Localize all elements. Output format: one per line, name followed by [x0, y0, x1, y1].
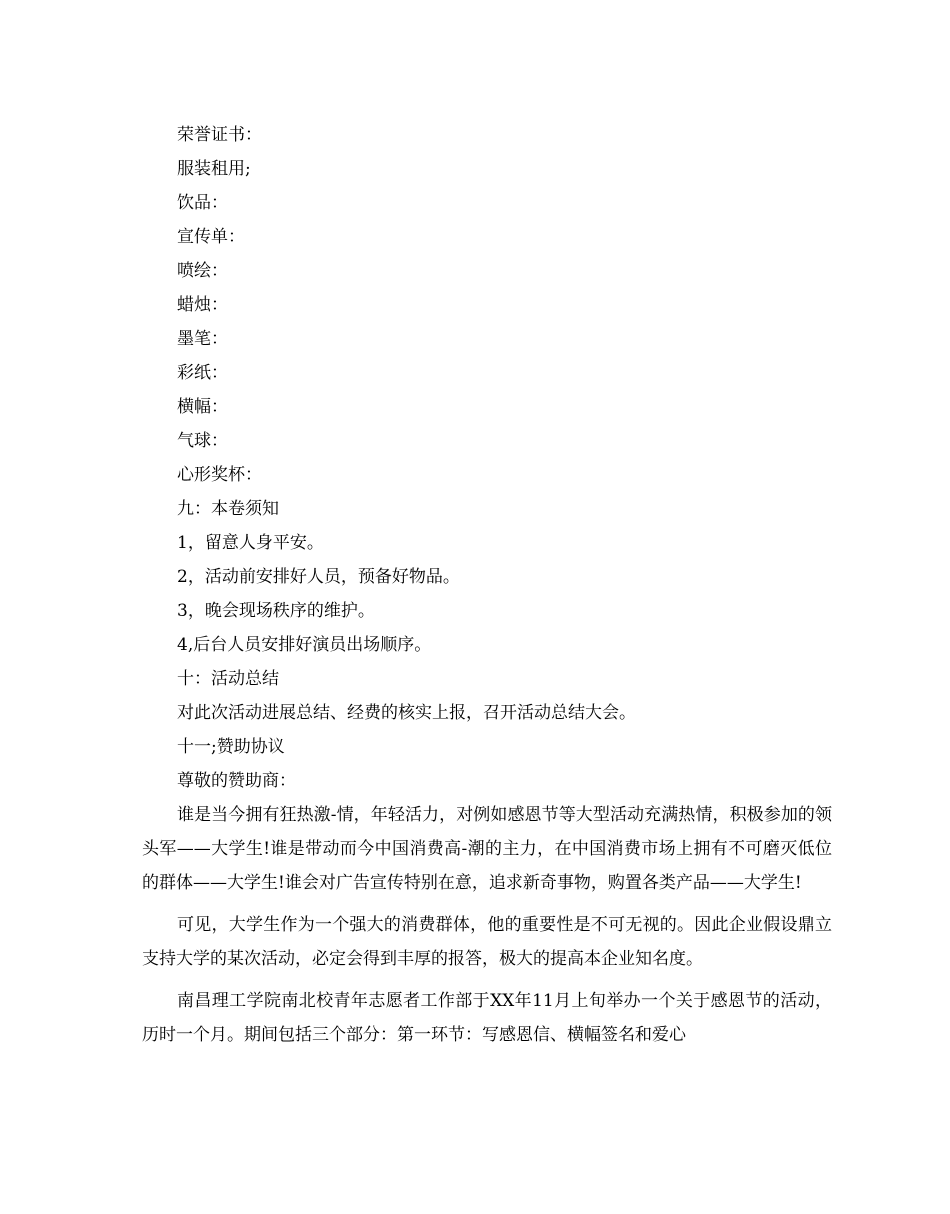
list-item: 墨笔：	[177, 329, 228, 349]
list-item: 横幅：	[177, 397, 228, 417]
list-item: 气球：	[177, 431, 228, 451]
list-item: 彩纸：	[177, 363, 228, 383]
list-item: 心形奖杯：	[177, 465, 262, 485]
body-paragraph: 谁是当今拥有狂热激-情，年轻活力，对例如感恩节等大型活动充满热情，积极参加的领头军——大学生!谁是带动而今中国消费高-潮的主力，在中国消费市场上拥有不可磨灭低位的群体——大学生!谁会对广告宣传特别在意，追求新奇事物，购置各类产品——大学生!	[142, 805, 832, 893]
notice-item: 2，活动前安排好人员，预备好物品。	[177, 567, 460, 587]
list-item: 蜡烛：	[177, 295, 228, 315]
list-item: 喷绘：	[177, 261, 228, 281]
list-item: 荣誉证书：	[177, 125, 262, 145]
document-body	[142, 118, 832, 1052]
notice-item: 1，留意人身平安。	[177, 533, 324, 553]
list-item: 饮品：	[177, 193, 228, 213]
section-heading-sponsorship: 十一;赞助协议	[177, 737, 285, 757]
section-heading-summary: 十：活动总结	[177, 669, 279, 689]
notice-item: 4,后台人员安排好演员出场顺序。	[177, 635, 432, 655]
notice-item: 3，晚会现场秩序的维护。	[177, 601, 375, 621]
section-heading-notice: 九：本卷须知	[177, 499, 279, 519]
list-item: 宣传单：	[177, 227, 245, 247]
salutation: 尊敬的赞助商：	[177, 771, 296, 791]
body-paragraph: 可见，大学生作为一个强大的消费群体，他的重要性是不可无视的。因此企业假设鼎立支持大学的某次活动，必定会得到丰厚的报答，极大的提高本企业知名度。	[142, 915, 832, 969]
body-paragraph: 南昌理工学院南北校青年志愿者工作部于XX年11月上旬举办一个关于感恩节的活动，历时一个月。期间包括三个部分：第一环节：写感恩信、横幅签名和爱心	[142, 991, 832, 1045]
summary-text: 对此次活动进展总结、经费的核实上报，召开活动总结大会。	[177, 703, 636, 723]
list-item: 服装租用;	[177, 159, 251, 179]
